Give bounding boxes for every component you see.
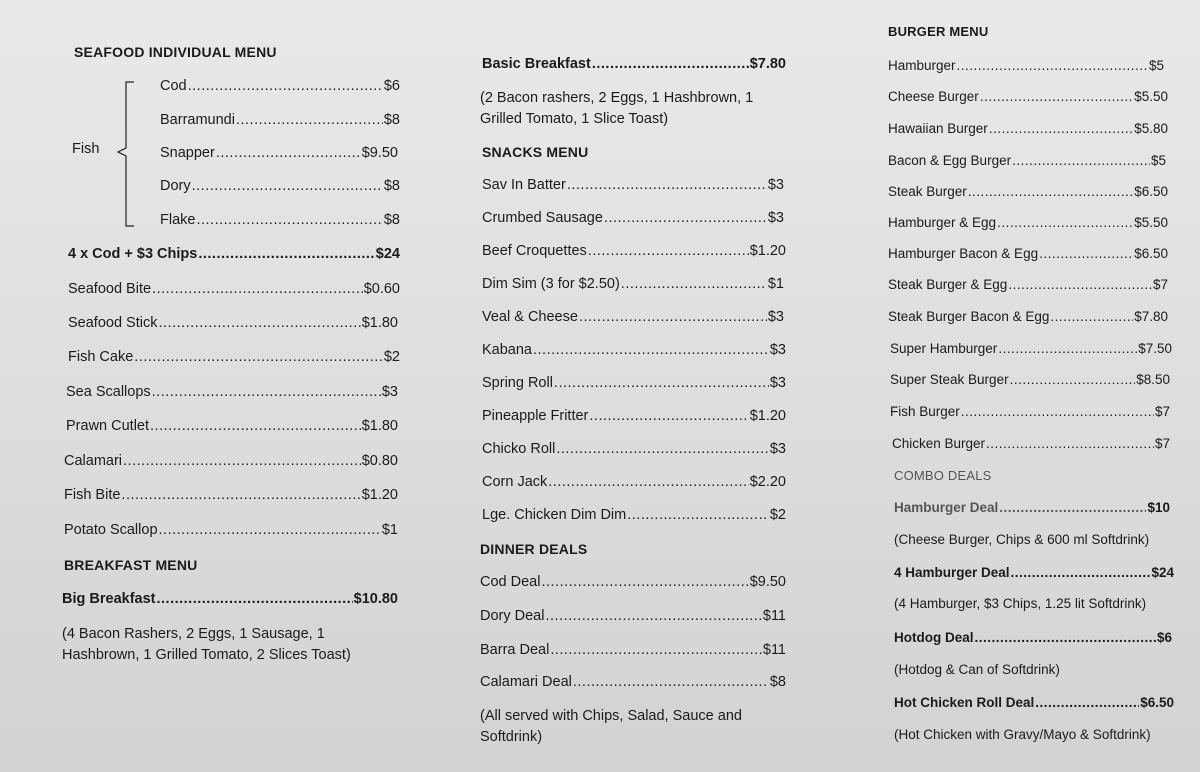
menu-item-chicken-dim-dim: Lge. Chicken Dim Dim ..... $2 (482, 507, 786, 523)
combo-hotdog-deal: Hotdog Deal ..... $6 (894, 630, 1172, 645)
menu-item-veal-cheese: Veal & Cheese ..... $3 (482, 309, 784, 325)
combo-4-hamburger-deal: 4 Hamburger Deal ..... $24 (894, 565, 1174, 580)
menu-item-chicko-roll: Chicko Roll ..... $3 (482, 441, 786, 457)
breakfast-heading: BREAKFAST MENU (64, 557, 198, 573)
menu-item-cod-deal: Cod Deal ..... $9.50 (480, 574, 786, 590)
combo-heading: COMBO DEALS (894, 468, 992, 483)
menu-item-seafood-bite: Seafood Bite ..... $0.60 (68, 281, 400, 297)
combo-hotdog-deal-note: (Hotdog & Can of Softdrink) (894, 662, 1060, 677)
menu-item-steak-burger: Steak Burger ..... $6.50 (888, 184, 1168, 199)
menu-item-hamburger: Hamburger ..... $5 (888, 58, 1164, 73)
menu-item-4-cod-chips: 4 x Cod + $3 Chips ..... $24 (68, 246, 400, 262)
menu-item-steak-burger-bacon-egg: Steak Burger Bacon & Egg ..... $7.80 (888, 309, 1168, 324)
menu-item-crumbed-sausage: Crumbed Sausage ..... $3 (482, 210, 784, 226)
menu-item-dory: Dory ..... $8 (160, 178, 400, 194)
menu-item-steak-burger-egg: Steak Burger & Egg ..... $7 (888, 277, 1168, 292)
menu-item-snapper: Snapper ..... $9.50 (160, 145, 398, 161)
menu-item-hamburger-egg: Hamburger & Egg ..... $5.50 (888, 215, 1168, 230)
menu-item-sea-scallops: Sea Scallops ..... $3 (66, 384, 398, 400)
seafood-heading: SEAFOOD INDIVIDUAL MENU (74, 44, 277, 60)
menu-item-fish-cake: Fish Cake ..... $2 (68, 349, 400, 365)
menu-item-big-breakfast: Big Breakfast ..... $10.80 (62, 591, 398, 607)
menu-item-hawaiian-burger: Hawaiian Burger ..... $5.80 (888, 121, 1168, 136)
menu-item-barra-deal: Barra Deal ..... $11 (480, 642, 786, 658)
menu-item-bacon-egg-burger: Bacon & Egg Burger ..... $5 (888, 153, 1166, 168)
menu-item-super-steak-burger: Super Steak Burger ..... $8.50 (890, 372, 1170, 387)
menu-item-cheese-burger: Cheese Burger ..... $5.50 (888, 89, 1168, 104)
burger-heading: BURGER MENU (888, 24, 989, 39)
dinner-deals-note: (All served with Chips, Salad, Sauce and Softdrink) (480, 708, 742, 745)
menu-item-corn-jack: Corn Jack ..... $2.20 (482, 474, 786, 490)
menu-item-sav-in-batter: Sav In Batter ..... $3 (482, 177, 784, 193)
menu-item-cod: Cod ..... $6 (160, 78, 400, 94)
menu-item-calamari-deal: Calamari Deal ..... $8 (480, 674, 786, 690)
combo-4-hamburger-deal-note: (4 Hamburger, $3 Chips, 1.25 lit Softdrink) (894, 596, 1147, 611)
basic-breakfast-note: (2 Bacon rashers, 2 Eggs, 1 Hashbrown, 1 Grilled Tomato, 1 Slice Toast) (480, 90, 754, 127)
combo-hot-chicken-roll-deal: Hot Chicken Roll Deal ..... $6.50 (894, 695, 1174, 710)
menu-item-fish-burger: Fish Burger ..... $7 (890, 404, 1170, 419)
fish-bracket-icon (112, 80, 142, 230)
menu-item-potato-scallop: Potato Scallop ..... $1 (64, 522, 398, 538)
menu-item-chicken-burger: Chicken Burger ..... $7 (892, 436, 1170, 451)
menu-item-super-hamburger: Super Hamburger ..... $7.50 (890, 341, 1172, 356)
fish-group-label: Fish (72, 141, 100, 157)
menu-item-prawn-cutlet: Prawn Cutlet ..... $1.80 (66, 418, 398, 434)
menu-item-beef-croquettes: Beef Croquettes ..... $1.20 (482, 243, 786, 259)
combo-hot-chicken-roll-deal-note: (Hot Chicken with Gravy/Mayo & Softdrink) (894, 727, 1151, 742)
menu-item-calamari: Calamari ..... $0.80 (64, 453, 398, 469)
menu-item-fish-bite: Fish Bite ..... $1.20 (64, 487, 398, 503)
menu-item-dory-deal: Dory Deal ..... $11 (480, 608, 786, 624)
combo-hamburger-deal: Hamburger Deal ..... $10 (894, 500, 1170, 515)
menu-item-flake: Flake ..... $8 (160, 212, 400, 228)
snacks-heading: SNACKS MENU (482, 144, 589, 160)
menu-item-kabana: Kabana ..... $3 (482, 342, 786, 358)
combo-hamburger-deal-note: (Cheese Burger, Chips & 600 ml Softdrink) (894, 532, 1150, 547)
big-breakfast-note: (4 Bacon Rashers, 2 Eggs, 1 Sausage, 1 Hashbrown, 1 Grilled Tomato, 2 Slices Toast) (62, 626, 351, 663)
menu-item-seafood-stick: Seafood Stick ..... $1.80 (68, 315, 398, 331)
menu-item-dim-sim: Dim Sim (3 for $2.50) ..... $1 (482, 276, 784, 292)
menu-item-spring-roll: Spring Roll ..... $3 (482, 375, 786, 391)
menu-item-barramundi: Barramundi ..... $8 (160, 112, 400, 128)
dinner-heading: DINNER DEALS (480, 541, 588, 557)
menu-item-basic-breakfast: Basic Breakfast ..... $7.80 (482, 56, 786, 72)
menu-item-hamburger-bacon-egg: Hamburger Bacon & Egg ..... $6.50 (888, 246, 1168, 261)
menu-item-pineapple-fritter: Pineapple Fritter ..... $1.20 (482, 408, 786, 424)
